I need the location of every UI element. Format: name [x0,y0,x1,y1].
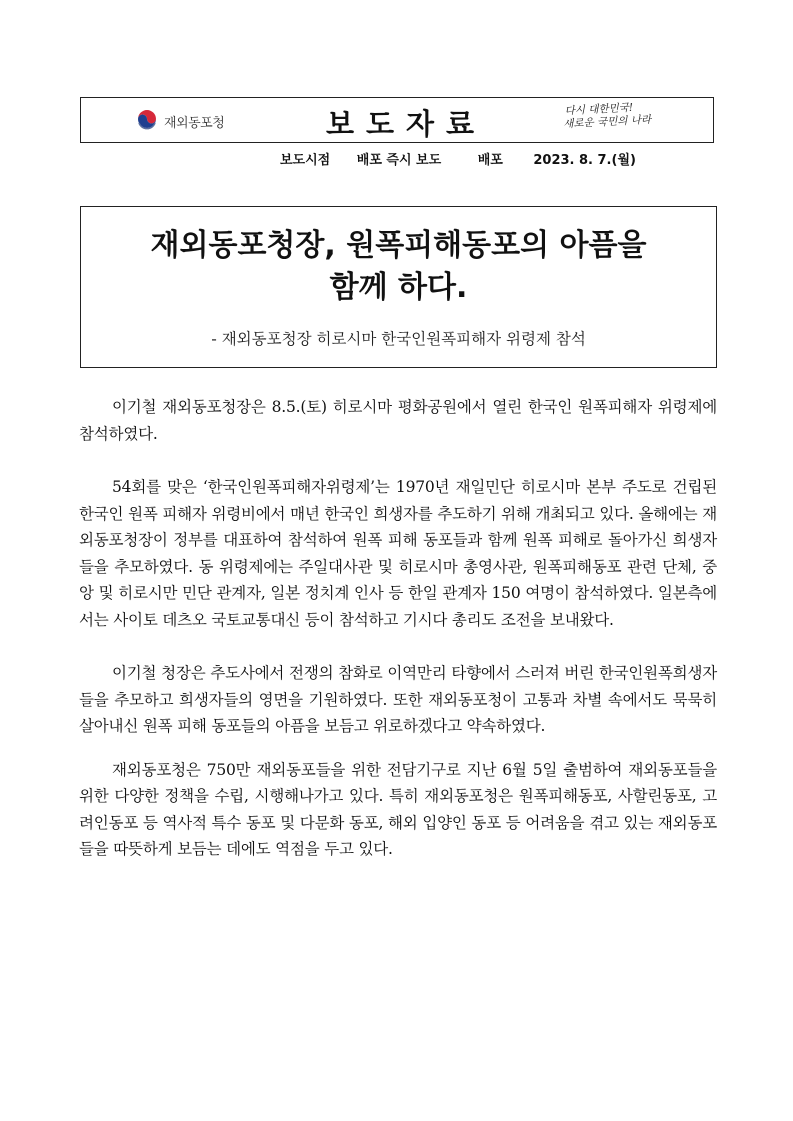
paragraph-2: 54회를 맞은 ‘한국인원폭피해자위령제’는 1970년 재일민단 히로시마 본부 주도로 건립된 한국인 원폭 피해자 위령비에서 매년 한국인 희생자를 추도하기 위해 개최되고 있다. 올해에는 재외동포청장이 정부를 대표하여 참석하여 원폭 피해 동포들과 함께 원폭 피해로 돌아가신 희생자들을 추모하였다. 동 위령제에는 주일대사관 및 히로시마 총영사관, 원폭피해동포 관련 단체, 중앙 및 히로시만 민단 관계자, 일본 정치계 인사 등 한일 관계자 150 여명이 참석하였다. 일본측에서는 사이토 데츠오 국토교통대신 등이 참석하고 기시다 총리도 조전을 보내왔다. [79,478,717,629]
agency-name: 재외동포청 [164,115,225,131]
headline-line-2: 함께 하다. [329,270,468,305]
distribution-label: 배포 [477,153,503,168]
release-info [280,149,636,168]
paragraph-1: 이기철 재외동포청장은 8.5.(토) 히로시마 평화공원에서 열린 한국인 원폭피해자 위령제에 참석하였다. [79,398,717,443]
slogan-line-1: 다시 대한민국! [564,101,634,118]
slogan [564,101,651,131]
release-timing-label: 보도시점 [280,153,331,168]
slogan-line-2: 새로운 국민의 나라 [563,113,652,131]
headline-line-1: 재외동포청장, 원폭피해동포의 아픔을 [150,228,647,263]
release-timing-value: 배포 즉시 보도 [356,153,442,168]
headline [81,225,716,309]
headline-box [80,206,717,368]
agency-logo [135,109,224,133]
article-body [79,394,717,863]
press-release-title: 보도자료 [326,107,487,141]
paragraph-3: 이기철 청장은 추도사에서 전쟁의 참화로 이역만리 타향에서 스러져 버린 한국인원폭희생자들을 추모하고 희생자들의 영면을 기원하였다. 또한 재외동포청이 고통과 차별 속에서도 묵묵히 살아내신 원폭 피해 동포들의 아픔을 보듬고 위로하겠다고 약속하였다. [79,664,717,735]
headline-subtitle: - 재외동포청장 히로시마 한국인원폭피해자 위령제 참석 [211,330,586,348]
paragraph-4: 재외동포청은 750만 재외동포들을 위한 전담기구로 지난 6월 5일 출범하여 재외동포들을 위한 다양한 정책을 수립, 시행해나가고 있다. 특히 재외동포청은 원폭피해동포, 사할린동포, 고려인동포 등 역사적 특수 동포 및 다문화 동포, 해외 입양인 동포 등 어려움을 겪고 있는 재외동포들을 따뜻하게 보듬는 데에도 역점을 두고 있다. [79,760,717,858]
distribution-date: 2023. 8. 7.(월) [533,153,636,168]
press-header [80,97,714,143]
taegeuk-logo-icon [135,109,159,133]
